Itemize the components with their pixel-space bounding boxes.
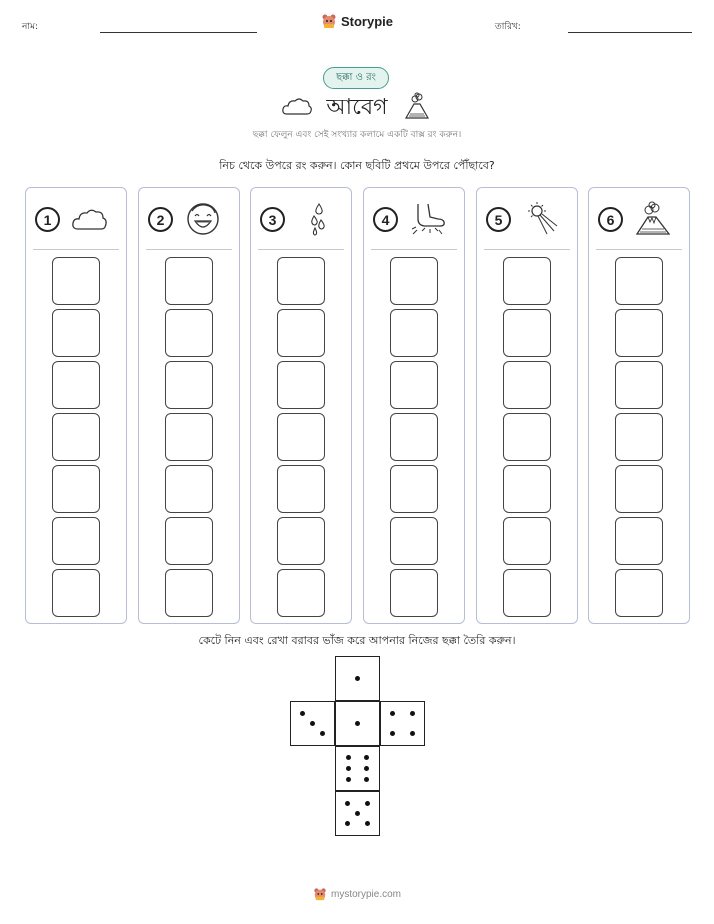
color-box[interactable] bbox=[165, 465, 213, 513]
category-pill: ছক্কা ও রং bbox=[323, 67, 389, 89]
color-box[interactable] bbox=[165, 257, 213, 305]
column-6 bbox=[588, 187, 690, 624]
column-header bbox=[477, 188, 577, 250]
dice-pip bbox=[346, 766, 351, 771]
dice-face bbox=[335, 701, 380, 746]
color-box[interactable] bbox=[277, 309, 325, 357]
color-box[interactable] bbox=[277, 517, 325, 565]
color-box[interactable] bbox=[277, 257, 325, 305]
color-box[interactable] bbox=[52, 517, 100, 565]
storypie-mascot-icon bbox=[313, 887, 327, 901]
column-2 bbox=[138, 187, 240, 624]
color-box[interactable] bbox=[277, 465, 325, 513]
dice-pip bbox=[390, 731, 395, 736]
color-box[interactable] bbox=[390, 569, 438, 617]
color-box[interactable] bbox=[615, 413, 663, 461]
color-box[interactable] bbox=[390, 517, 438, 565]
dice-face bbox=[380, 701, 425, 746]
dice-pip bbox=[345, 801, 350, 806]
column-4 bbox=[363, 187, 465, 624]
color-box[interactable] bbox=[615, 569, 663, 617]
color-box[interactable] bbox=[503, 413, 551, 461]
color-box[interactable] bbox=[503, 361, 551, 409]
dice-pip bbox=[364, 755, 369, 760]
cloud-icon bbox=[70, 201, 110, 237]
sun-rays-icon bbox=[521, 201, 561, 237]
color-box[interactable] bbox=[52, 569, 100, 617]
color-box[interactable] bbox=[277, 361, 325, 409]
dice-pip bbox=[365, 801, 370, 806]
color-box[interactable] bbox=[52, 465, 100, 513]
brand-logo bbox=[0, 13, 714, 29]
dice-pip bbox=[320, 731, 325, 736]
dice-pip bbox=[355, 811, 360, 816]
column-number: 4 bbox=[373, 207, 398, 232]
color-box[interactable] bbox=[503, 257, 551, 305]
column-5 bbox=[476, 187, 578, 624]
column-header bbox=[364, 188, 464, 250]
dice-instruction: কেটে নিন এবং রেখা বরাবর ভাঁজ করে আপনার নিজের ছক্কা তৈরি করুন। bbox=[198, 634, 516, 647]
dice-face bbox=[290, 701, 335, 746]
color-box[interactable] bbox=[277, 569, 325, 617]
color-box[interactable] bbox=[165, 413, 213, 461]
color-box[interactable] bbox=[390, 309, 438, 357]
column-number: 5 bbox=[486, 207, 511, 232]
instruction-text: নিচ থেকে উপরে রং করুন। কোন ছবিটি প্রথমে উপরে পৌঁছাবে? bbox=[219, 159, 495, 172]
color-box[interactable] bbox=[277, 413, 325, 461]
color-box[interactable] bbox=[615, 465, 663, 513]
color-box[interactable] bbox=[390, 361, 438, 409]
volcano-decoration-icon bbox=[404, 92, 430, 120]
name-label: নাম: bbox=[22, 22, 39, 32]
dice-pip bbox=[346, 777, 351, 782]
color-box[interactable] bbox=[503, 569, 551, 617]
column-number: 3 bbox=[260, 207, 285, 232]
page-title: আবেগ bbox=[326, 95, 388, 120]
column-1 bbox=[25, 187, 127, 624]
color-box[interactable] bbox=[615, 257, 663, 305]
dice-pip bbox=[345, 821, 350, 826]
column-3 bbox=[250, 187, 352, 624]
color-box[interactable] bbox=[615, 517, 663, 565]
dice-pip bbox=[364, 777, 369, 782]
column-number: 2 bbox=[148, 207, 173, 232]
date-label: তারিখ: bbox=[495, 22, 521, 32]
dice-face bbox=[335, 791, 380, 836]
dice-pip bbox=[355, 676, 360, 681]
column-header bbox=[251, 188, 351, 250]
color-box[interactable] bbox=[503, 465, 551, 513]
color-box[interactable] bbox=[52, 257, 100, 305]
footer bbox=[0, 887, 714, 901]
color-box[interactable] bbox=[52, 413, 100, 461]
volcano-icon bbox=[633, 201, 673, 237]
column-number: 6 bbox=[598, 207, 623, 232]
color-box[interactable] bbox=[503, 517, 551, 565]
dice-pip bbox=[310, 721, 315, 726]
color-box[interactable] bbox=[390, 413, 438, 461]
color-box[interactable] bbox=[390, 257, 438, 305]
dice-face bbox=[335, 746, 380, 791]
color-box[interactable] bbox=[615, 361, 663, 409]
color-box[interactable] bbox=[165, 569, 213, 617]
color-box[interactable] bbox=[390, 465, 438, 513]
color-box[interactable] bbox=[52, 309, 100, 357]
dice-pip bbox=[410, 711, 415, 716]
column-header bbox=[26, 188, 126, 250]
dice-pip bbox=[346, 755, 351, 760]
storypie-mascot-icon bbox=[321, 13, 337, 29]
color-box[interactable] bbox=[165, 309, 213, 357]
subtitle: ছক্কা ফেলুন এবং সেই সংখ্যার কলামে একটি বাক্স রং করুন। bbox=[252, 130, 462, 140]
date-field-line[interactable] bbox=[568, 32, 692, 33]
dice-face bbox=[335, 656, 380, 701]
column-header bbox=[139, 188, 239, 250]
stomping-foot-icon bbox=[408, 201, 448, 237]
dice-pip bbox=[365, 821, 370, 826]
dice-pip bbox=[410, 731, 415, 736]
color-box[interactable] bbox=[165, 361, 213, 409]
laughing-face-icon bbox=[183, 201, 223, 237]
color-box[interactable] bbox=[165, 517, 213, 565]
brand-name: Storypie bbox=[340, 13, 393, 29]
name-field-line[interactable] bbox=[100, 32, 257, 33]
column-number: 1 bbox=[35, 207, 60, 232]
dice-pip bbox=[300, 711, 305, 716]
dice-pip bbox=[390, 711, 395, 716]
dice-pip bbox=[364, 766, 369, 771]
footer-url[interactable]: mystorypie.com bbox=[330, 888, 401, 900]
raindrops-icon bbox=[295, 201, 335, 237]
color-box[interactable] bbox=[52, 361, 100, 409]
color-box[interactable] bbox=[503, 309, 551, 357]
dice-pip bbox=[355, 721, 360, 726]
column-header bbox=[589, 188, 689, 250]
color-box[interactable] bbox=[615, 309, 663, 357]
